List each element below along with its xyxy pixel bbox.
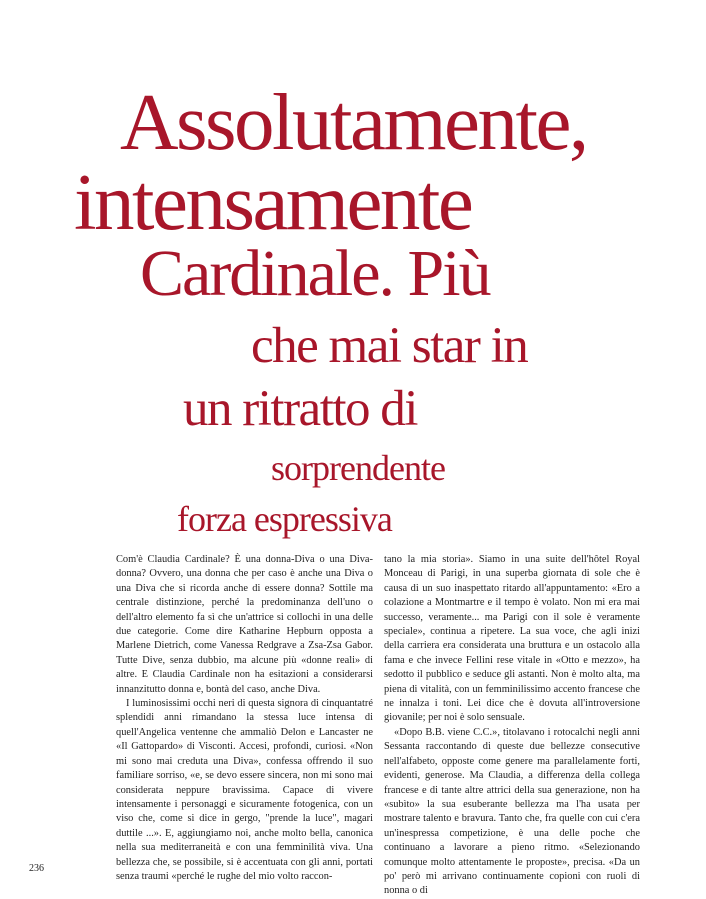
article-paragraph: Com'è Claudia Cardinale? È una donna-Diva o una Diva-donna? Ovvero, una donna che per caso è anche una Diva o una Diva che si ricorda anche di essere donna? Sottile ma centrale distinzione, perché la predominanza dell'uno o dell'altro elemento fa sì che un'attrice si collochi in una delle due categorie. Come dire Katharine Hepburn opposta a Marlene Dietrich, come Vanessa Redgrave a Zsa-Zsa Gabor. Tutte Dive, senza dubbio, ma alcune più «donne reali» di altre. E Claudia Cardinale non ha esitazioni a considerarsi innanzitutto donna e, bontà del caso, anche Diva. [116,554,373,695]
article-paragraph: «Dopo B.B. viene C.C.», titolavano i rotocalchi negli anni Sessanta raccontando di queste due bellezze consecutive nell'alfabeto, opposte come genere ma parallelamente forti, evidenti, generose. Ma Claudia, a differenza della collega francese e di tante altre attrici della sua generazione, non ha «subìto» la sua esuberante bellezza ma l'ha usata per mostrare talento e bravura. Tanto che, fra quelle con cui c'era un'inespressa competizione, è una delle poche che continuano a lavorare a pieno ritmo. «Selezionando comunque molto attentamente le proposte», precisa. «Da un po' però mi arrivano continuamente copioni con ruoli di nonna o di [384,726,640,897]
headline-line-1: Assolutamente, [120,77,587,167]
headline-line-3: Cardinale. Più [140,237,490,310]
article-column-left [116,553,373,884]
headline-line-6: sorprendente [271,448,445,488]
page-number: 236 [29,863,44,874]
headline-line-5: un ritratto di [183,381,417,437]
article-column-right [384,553,640,899]
article-paragraph: tano la mia storia». Siamo in una suite dell'hôtel Royal Monceau di Parigi, in una superba giornata di sole che è causa di un suo inaspettato ritardo all'appuntamento: «Ero a colazione a Montmartre e il tempo è volato. Non mi era mai successo, veramente... ma Parigi con il sole è veramente speciale», continua a ripetere. La sua voce, che agli inizi della carriera era considerata una bruttura e un ostacolo alla fama e che invece Fellini rese vitale in «Otto e mezzo», ha sedotto il pubblico e seduce gli astanti. Non è molto alta, ma piena di vitalità, con un femminilissimo accento francese che ne innalza i toni. Lei dice che è dovuta all'introversione giovanile; per noi è solo sensuale. [384,554,640,724]
headline-line-2: intensamente [74,157,472,247]
headline-line-4: che mai star in [251,318,528,374]
headline-line-7: forza espressiva [177,499,392,539]
article-paragraph: I luminosissimi occhi neri di questa signora di cinquantatré splendidi anni rimandano la stessa luce intensa di quell'Angelica ventenne che ammaliò Delon e Lancaster ne «Il Gattopardo» di Visconti. Accesi, profondi, curiosi. «Non mi sono mai creduta una Diva», confessa offrendo il suo familiare sorriso, «e, se devo essere sincera, non mi sono mai considerata neppure bravissima. Capace di vivere intensamente i personaggi e sicuramente fotogenica, con un viso che, come si dice in gergo, "prende la luce", magari duttile ...». E, aggiungiamo noi, anche molto bella, canonica nella sua mediterraneità e con una femminilità viva. Una bellezza che, se possibile, si è accentuata con gli anni, portati senza traumi «perché le rughe del mio volto raccon- [116,698,373,882]
